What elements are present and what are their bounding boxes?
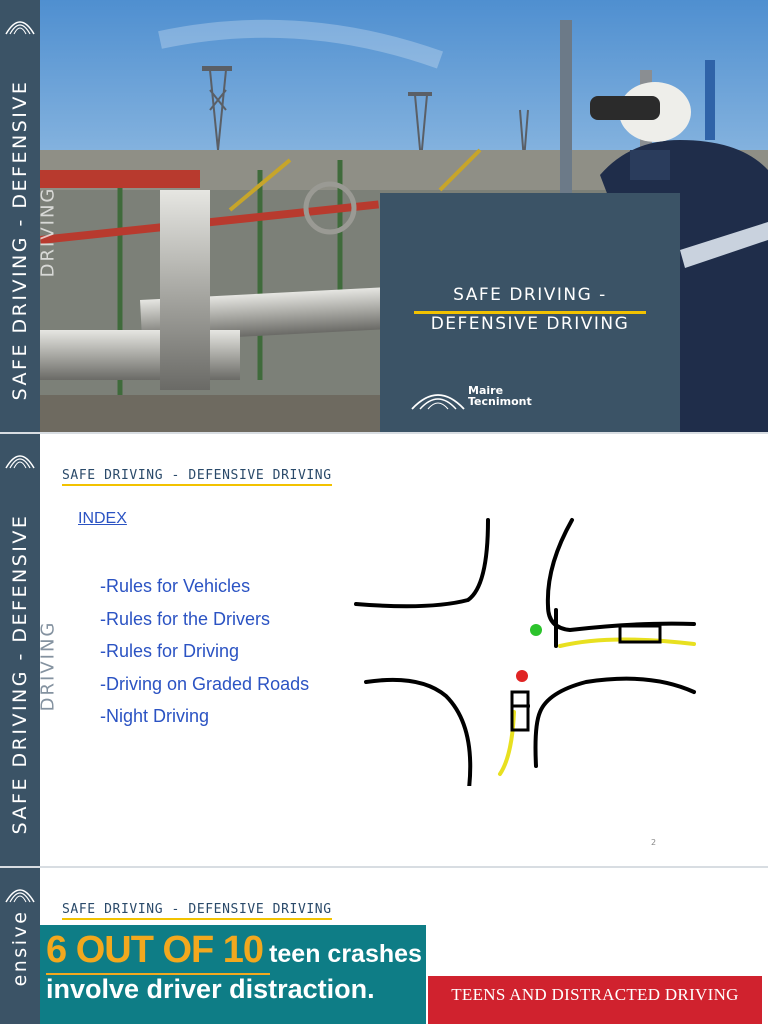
statistic-headline	[46, 929, 422, 972]
brand-name-line2: Tecnimont	[468, 395, 532, 408]
brand-logo	[410, 385, 570, 415]
index-item: -Night Driving	[100, 706, 210, 726]
statistic-panel	[40, 925, 426, 1024]
sidebar	[0, 434, 40, 866]
statistic-number: 6 OUT OF 10	[46, 929, 264, 971]
statistic-subject: teen crashes	[269, 940, 422, 968]
cover-title-line1: SAFE DRIVING -	[453, 285, 607, 305]
index-item: -Driving on Graded Roads	[100, 673, 310, 694]
index-item: -Rules for Vehicles	[100, 576, 251, 596]
intersection-sketch	[350, 516, 705, 786]
maire-tecnimont-arc-icon	[4, 446, 36, 470]
slide-header-text: SAFE DRIVING - DEFENSIVE DRIVING	[62, 468, 332, 483]
slide-header-text: SAFE DRIVING - DEFENSIVE DRIVING	[62, 902, 332, 917]
slide-header	[62, 902, 332, 917]
sidebar-vertical-title-continued: DRIVING	[37, 186, 59, 278]
brand-name-line1: Maire	[468, 384, 504, 397]
slide-index	[0, 434, 768, 866]
index-title[interactable]: INDEX	[78, 510, 127, 527]
banner-text: TEENS AND DISTRACTED DRIVING	[451, 985, 739, 1004]
slide-teens	[0, 868, 768, 1024]
sidebar-vertical-title-continued: DRIVING	[37, 620, 59, 712]
sidebar-vertical-title: SAFE DRIVING - DEFENSIVE	[9, 513, 31, 835]
maire-tecnimont-logo-icon	[410, 385, 466, 411]
statistic-caption: involve driver distraction.	[46, 974, 375, 1004]
brand-name	[468, 385, 532, 407]
maire-tecnimont-arc-icon	[4, 880, 36, 904]
cover-title-box	[380, 193, 680, 432]
index-item: -Rules for the Drivers	[100, 608, 271, 629]
sidebar	[0, 868, 40, 1024]
maire-tecnimont-arc-icon	[4, 12, 36, 36]
teens-banner	[428, 976, 762, 1024]
cover-title-line2: DEFENSIVE DRIVING	[430, 314, 630, 334]
sidebar-vertical-title: ensive	[9, 909, 31, 987]
page-number: 2	[651, 838, 657, 847]
index-item: -Rules for Driving	[100, 641, 240, 661]
index-list	[100, 570, 309, 733]
slide-header-underline	[62, 918, 332, 920]
sidebar	[0, 0, 40, 432]
slide-header	[62, 468, 332, 483]
sidebar-vertical-title: SAFE DRIVING - DEFENSIVE	[9, 79, 31, 401]
slide-cover	[0, 0, 768, 432]
slide-header-underline	[62, 484, 332, 486]
